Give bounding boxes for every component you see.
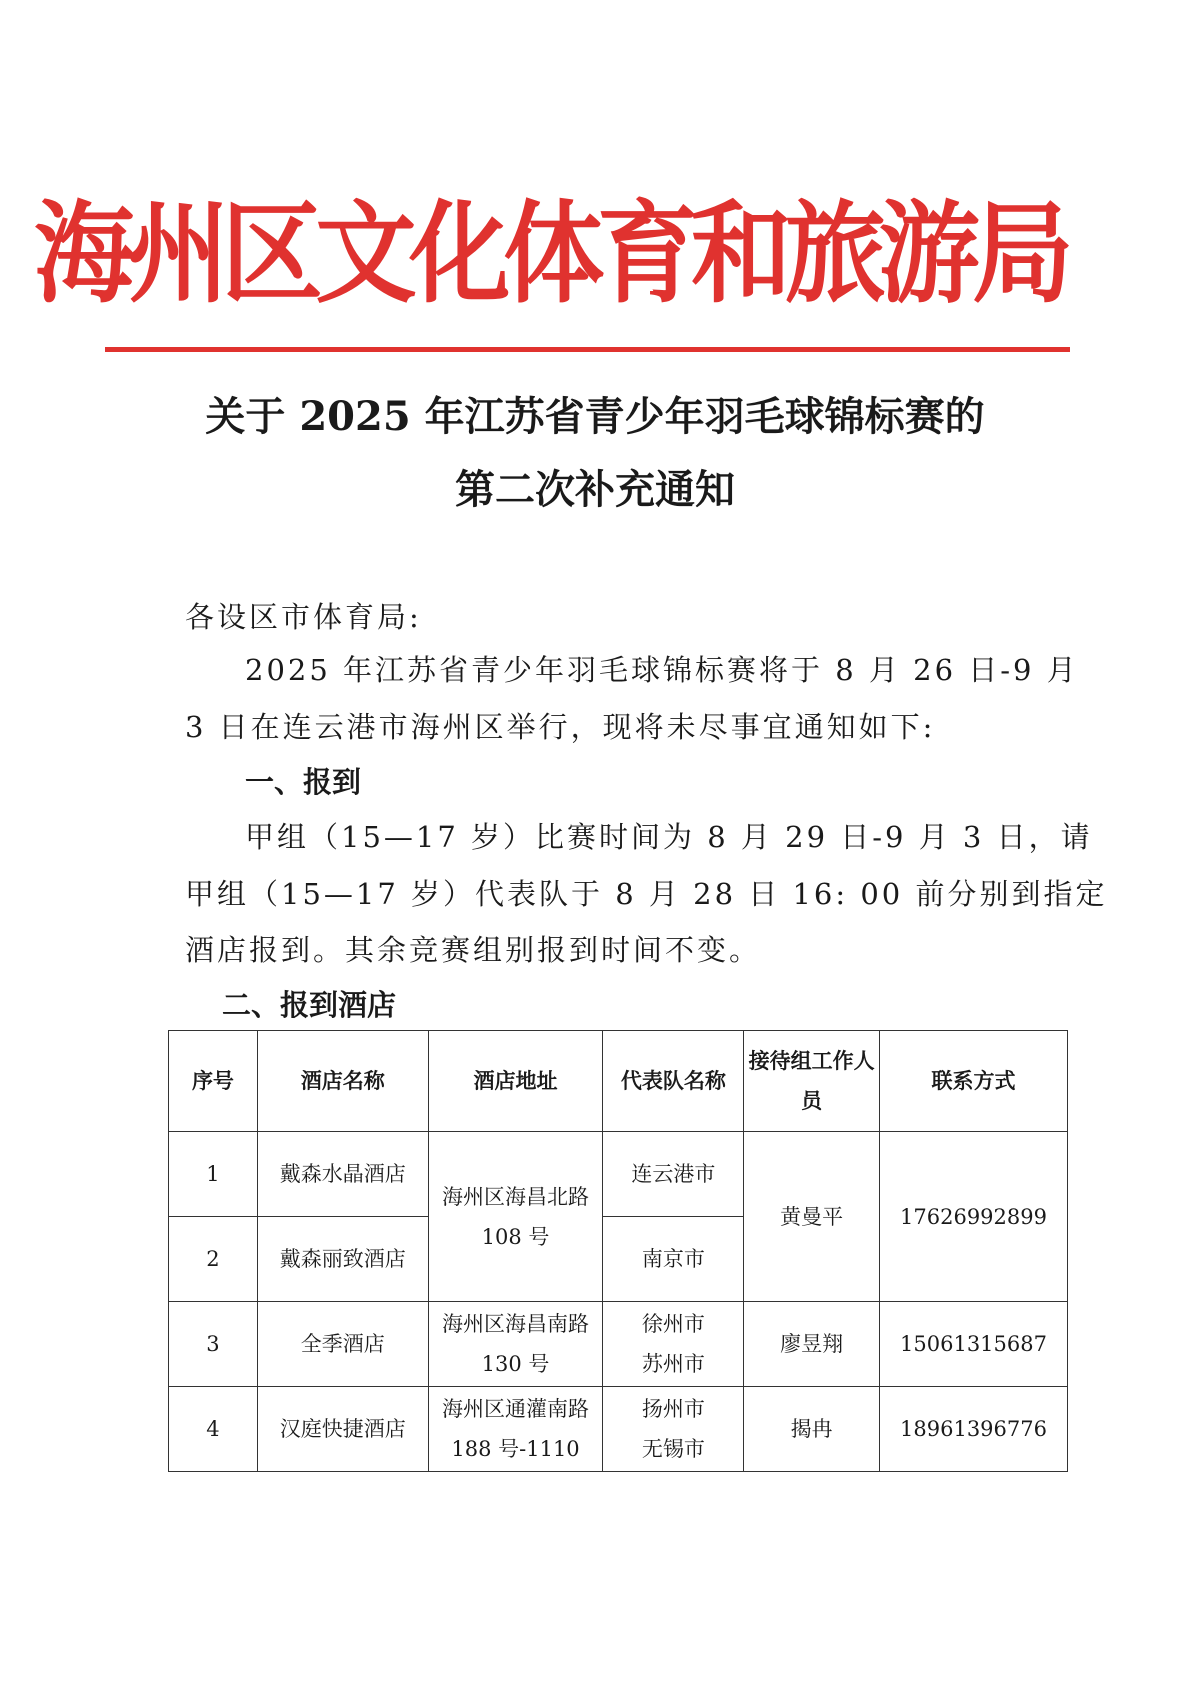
cell-staff-merged: 黄曼平 — [744, 1132, 880, 1302]
header-hotel: 酒店名称 — [257, 1031, 428, 1132]
notice-title-line-1: 关于 2025 年江苏省青少年羽毛球锦标赛的 — [205, 393, 985, 440]
cell-no: 4 — [169, 1387, 258, 1472]
cell-hotel: 戴森水晶酒店 — [257, 1132, 428, 1217]
header-no: 序号 — [169, 1031, 258, 1132]
cell-contact: 18961396776 — [880, 1387, 1068, 1472]
cell-no: 2 — [169, 1217, 258, 1302]
cell-address-merged: 海州区海昌北路 108 号 — [428, 1132, 603, 1302]
section-1-heading: 一、报到 — [245, 765, 362, 799]
cell-team: 连云港市 — [603, 1132, 744, 1217]
table-row — [169, 1387, 1068, 1472]
intro-line-2: 3 日在连云港市海州区举行，现将未尽事宜通知如下: — [185, 710, 936, 744]
cell-address: 海州区海昌南路 130 号 — [428, 1302, 603, 1387]
masthead-title: 海州区文化体育和旅游局 — [33, 189, 1067, 318]
section-1-line-2: 甲组（15—17 岁）代表队于 8 月 28 日 16: 00 前分别到指定 — [185, 877, 1108, 911]
cell-hotel: 汉庭快捷酒店 — [257, 1387, 428, 1472]
cell-no: 1 — [169, 1132, 258, 1217]
cell-contact-merged: 17626992899 — [880, 1132, 1068, 1302]
table-row — [169, 1302, 1068, 1387]
notice-title-line-2: 第二次补充通知 — [455, 466, 735, 513]
header-staff: 接待组工作人员 — [744, 1031, 880, 1132]
section-1-line-3: 酒店报到。其余竞赛组别报到时间不变。 — [185, 933, 762, 967]
cell-address: 海州区通灌南路 188 号-1110 — [428, 1387, 603, 1472]
table-row — [169, 1132, 1068, 1217]
cell-contact: 15061315687 — [880, 1302, 1068, 1387]
header-team: 代表队名称 — [603, 1031, 744, 1132]
team-name: 无锡市 — [641, 1437, 705, 1461]
section-1-line-1: 甲组（15—17 岁）比赛时间为 8 月 29 日-9 月 3 日，请 — [245, 820, 1093, 854]
cell-team — [603, 1302, 744, 1387]
section-2-heading: 二、报到酒店 — [222, 988, 397, 1022]
team-name: 扬州市 — [641, 1397, 705, 1421]
cell-hotel: 全季酒店 — [257, 1302, 428, 1387]
header-address: 酒店地址 — [428, 1031, 603, 1132]
masthead-divider — [105, 347, 1070, 352]
cell-hotel: 戴森丽致酒店 — [257, 1217, 428, 1302]
team-name: 徐州市 — [641, 1312, 705, 1336]
header-contact: 联系方式 — [880, 1031, 1068, 1132]
intro-line-1: 2025 年江苏省青少年羽毛球锦标赛将于 8 月 26 日-9 月 — [245, 653, 1079, 687]
cell-no: 3 — [169, 1302, 258, 1387]
hotel-table — [168, 1030, 1068, 1472]
table-header-row — [169, 1031, 1068, 1132]
cell-staff: 廖昱翔 — [744, 1302, 880, 1387]
salutation: 各设区市体育局: — [185, 600, 422, 634]
cell-team — [603, 1387, 744, 1472]
team-name: 苏州市 — [641, 1352, 705, 1376]
cell-staff: 揭冉 — [744, 1387, 880, 1472]
cell-team: 南京市 — [603, 1217, 744, 1302]
